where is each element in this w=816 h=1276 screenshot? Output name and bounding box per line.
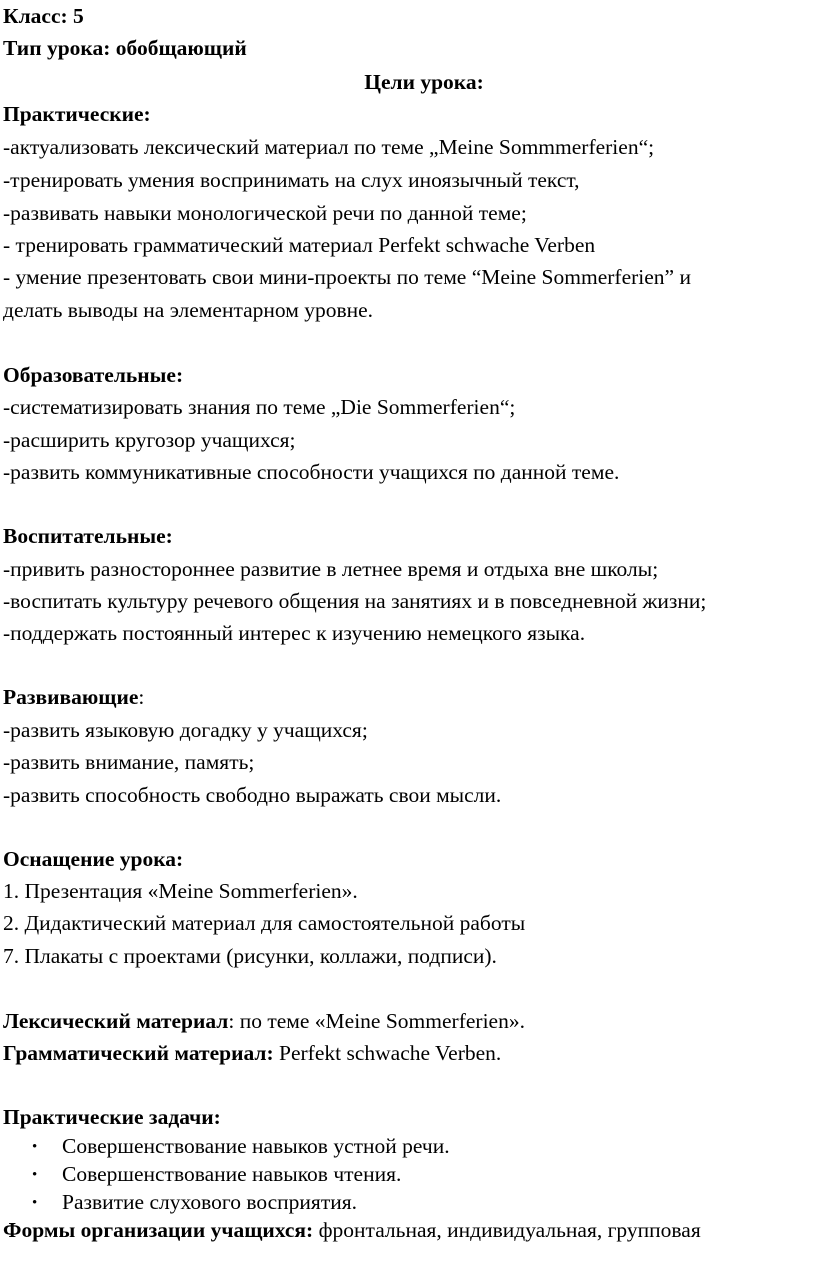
grammar-material-label: Грамматический материал:	[3, 1041, 274, 1065]
practical-item: - тренировать грамматический материал Perfekt schwache Verben	[3, 233, 596, 257]
practical-item: -актуализовать лексический материал по теме „Meine Sommmerferien“;	[3, 135, 655, 159]
educational-item: -расширить кругозор учащихся;	[3, 428, 296, 452]
developing-item: -развить способность свободно выражать свои мысли.	[3, 783, 502, 807]
equipment-item: 1. Презентация «Meine Sommerferien».	[3, 879, 358, 903]
tasks-title: Практические задачи:	[3, 1105, 221, 1129]
upbringing-item: -привить разностороннее развитие в летнее время и отдыха вне школы;	[3, 557, 659, 581]
bullet-icon: •	[32, 1139, 38, 1155]
forms-label: Формы организации учащихся:	[3, 1218, 314, 1242]
equipment-item: 2. Дидактический материал для самостоятельной работы	[3, 911, 526, 935]
bullet-icon: •	[32, 1167, 38, 1183]
practical-item: - умение презентовать свои мини-проекты по теме “Meine Sommerferien” и	[3, 265, 691, 289]
tasks-list-item	[32, 1189, 357, 1216]
forms-line	[3, 1217, 701, 1243]
developing-item: -развить языковую догадку у учащихся;	[3, 718, 368, 742]
tasks-list-item	[32, 1161, 401, 1188]
educational-item: -систематизировать знания по теме „Die Sommerferien“;	[3, 395, 516, 419]
practical-title: Практические:	[3, 102, 151, 126]
tasks-item-text: Совершенствование навыков устной речи.	[62, 1134, 450, 1158]
developing-colon: :	[138, 685, 145, 709]
practical-item: -развивать навыки монологической речи по данной теме;	[3, 201, 527, 225]
bullet-icon: •	[32, 1195, 38, 1211]
class-label: Класс: 5	[3, 4, 84, 28]
goals-title: Цели урока:	[364, 70, 484, 94]
lexical-material-label: Лексический материал	[3, 1009, 229, 1033]
practical-item: делать выводы на элементарном уровне.	[3, 298, 374, 322]
upbringing-title: Воспитательные:	[3, 524, 173, 548]
upbringing-item: -воспитать культуру речевого общения на занятиях и в повседневной жизни;	[3, 589, 707, 613]
lexical-material-line	[3, 1008, 525, 1034]
forms-value: фронтальная, индивидуальная, групповая	[313, 1218, 701, 1242]
tasks-item-text: Совершенствование навыков чтения.	[62, 1162, 402, 1186]
equipment-item: 7. Плакаты с проектами (рисунки, коллажи, подписи).	[3, 944, 497, 968]
educational-item: -развить коммуникативные способности учащихся по данной теме.	[3, 460, 620, 484]
developing-item: -развить внимание, память;	[3, 750, 255, 774]
upbringing-item: -поддержать постоянный интерес к изучению немецкого языка.	[3, 621, 586, 645]
grammar-material-line	[3, 1040, 501, 1066]
tasks-item-text: Развитие слухового восприятия.	[62, 1190, 357, 1214]
lesson-type: Тип урока: обобщающий	[3, 36, 247, 60]
lexical-material-value: : по теме «Meine Sommerferien».	[228, 1009, 525, 1033]
equipment-title: Оснащение урока:	[3, 847, 184, 871]
grammar-material-value: Perfekt schwache Verben.	[273, 1041, 502, 1065]
educational-title: Образовательные:	[3, 363, 184, 387]
developing-title-line	[3, 684, 144, 710]
tasks-list-item	[32, 1133, 450, 1160]
practical-item: -тренировать умения воспринимать на слух иноязычный текст,	[3, 168, 580, 192]
developing-title: Развивающие	[3, 685, 139, 709]
